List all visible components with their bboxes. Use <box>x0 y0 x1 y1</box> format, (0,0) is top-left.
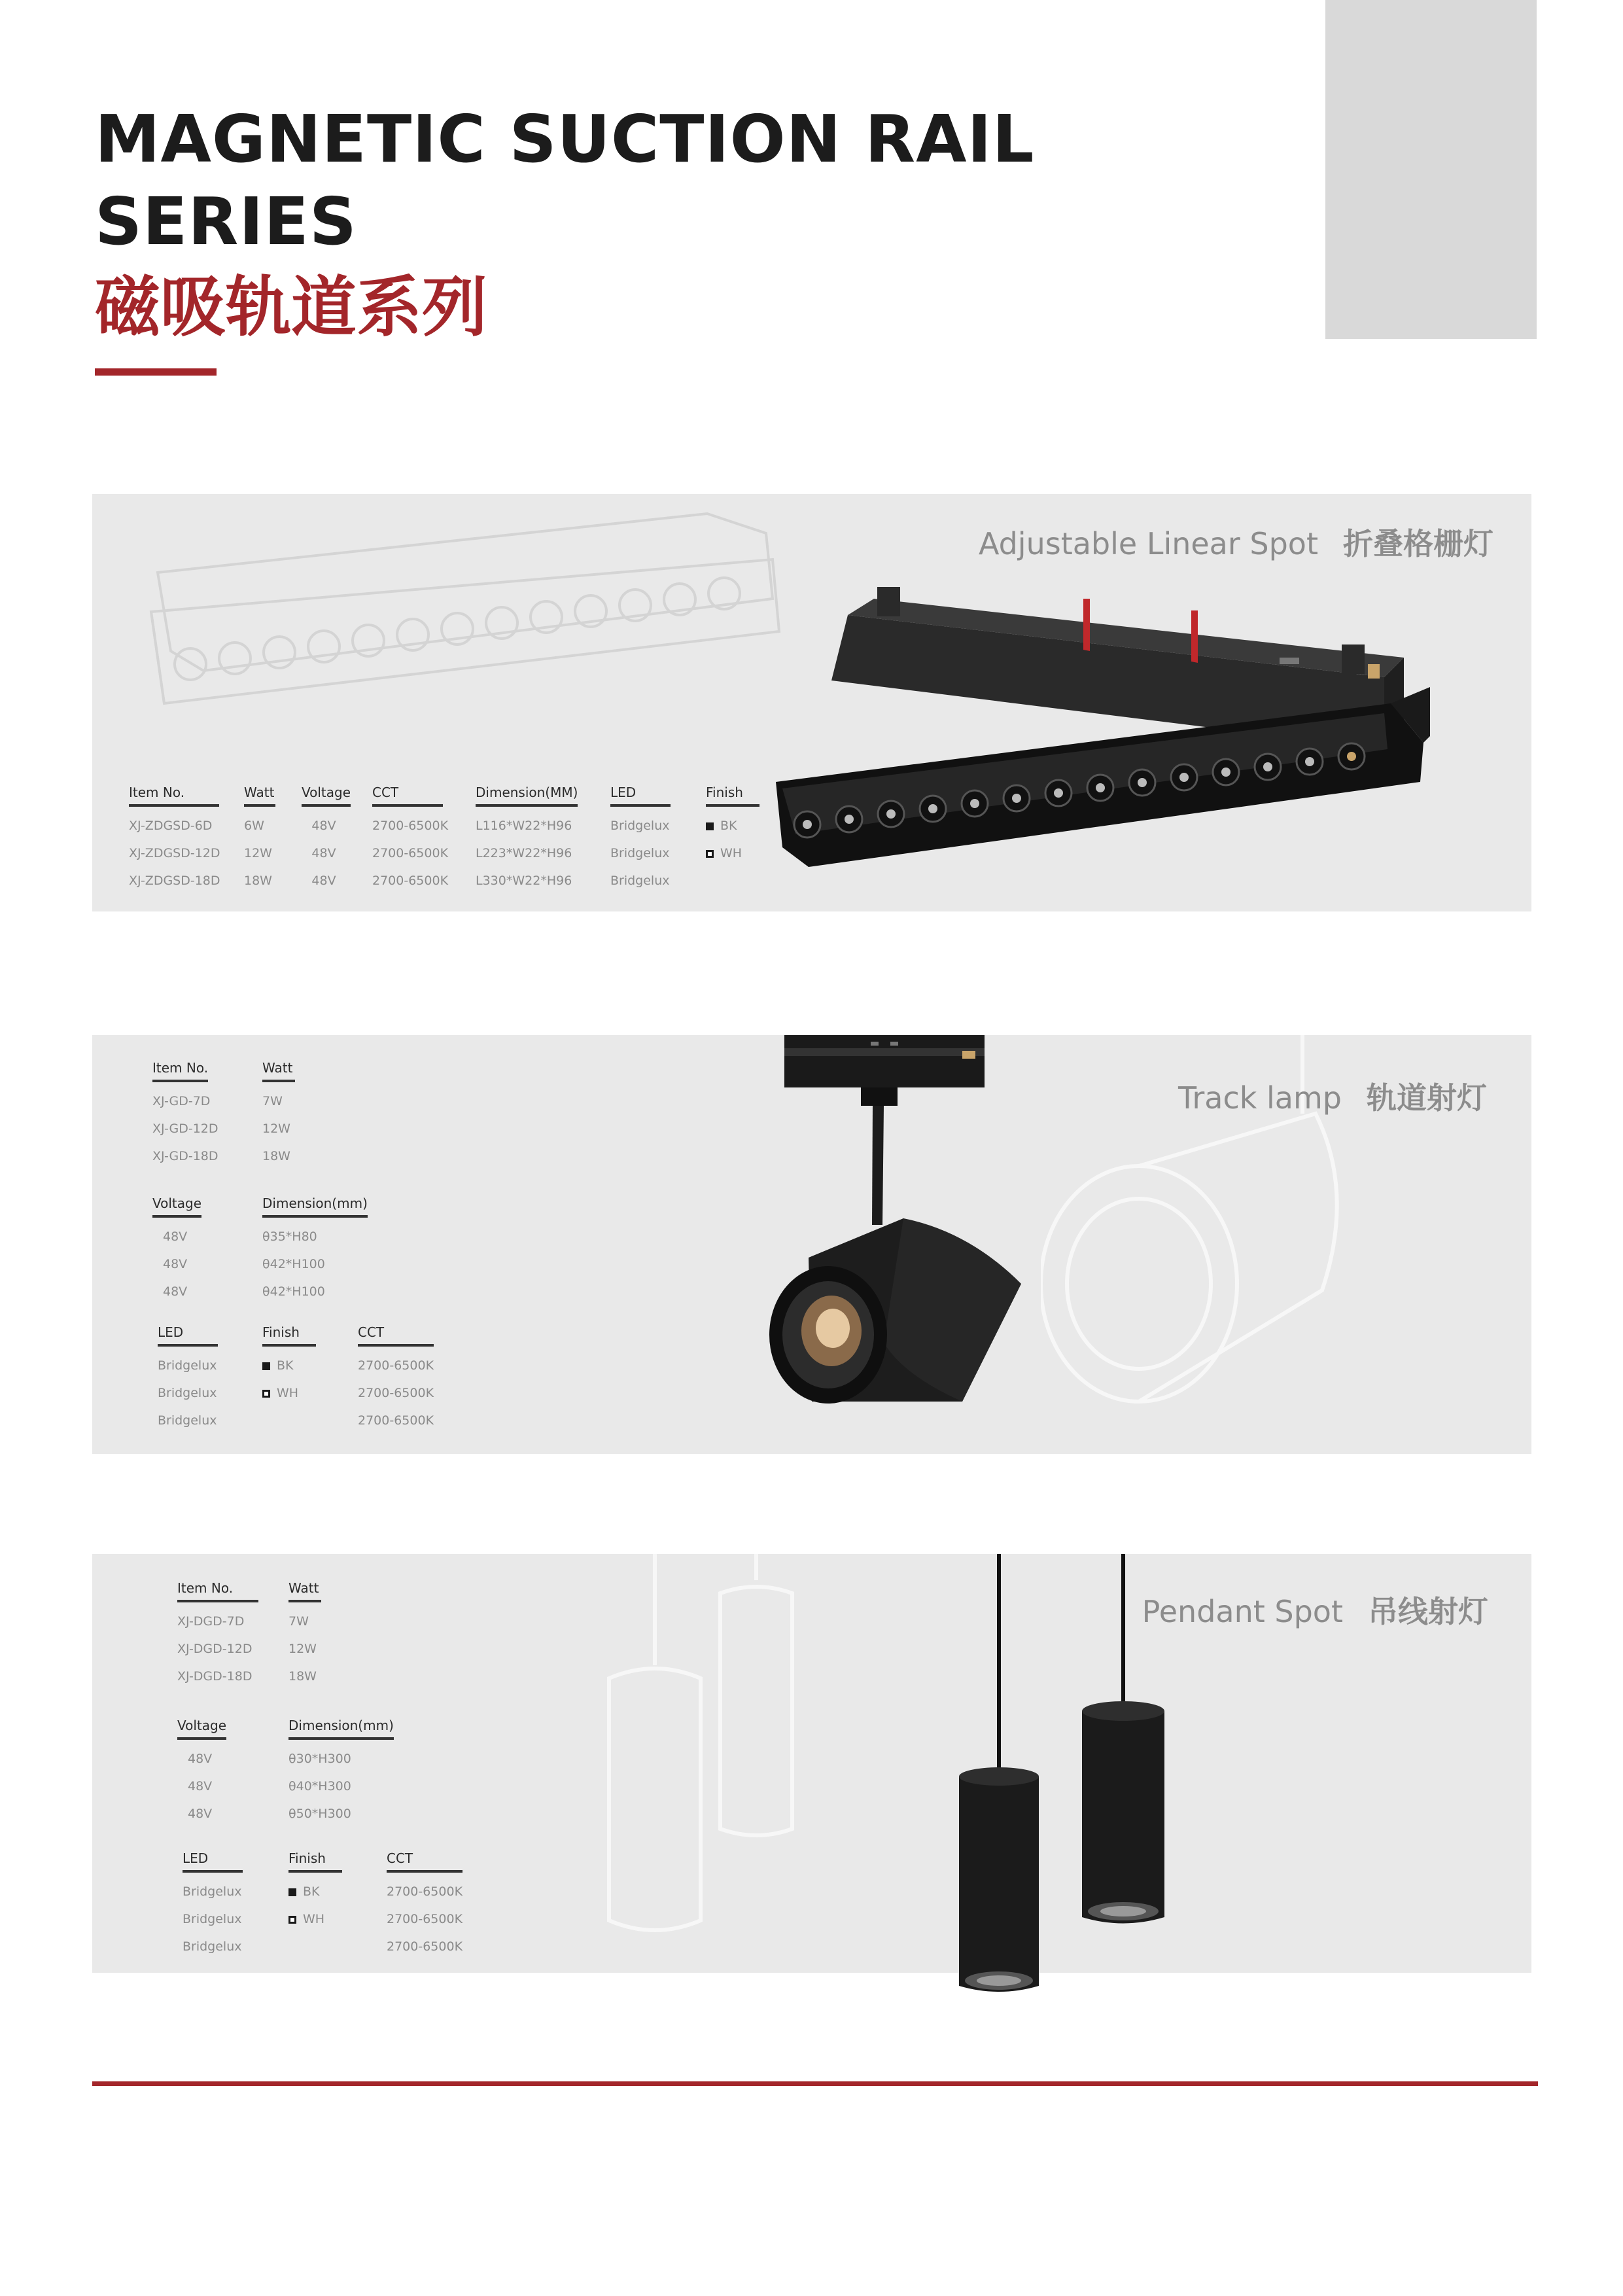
spec-col-led: LED Bridgelux Bridgelux Bridgelux <box>183 1850 243 1960</box>
product-name-en: Pendant Spot <box>1142 1594 1343 1629</box>
spec-col-finish: Finish BK WH <box>288 1850 342 1933</box>
spec-cell: 2700-6500K <box>358 1358 434 1373</box>
spec-cell: 48V <box>188 1807 213 1821</box>
spec-cell: Bridgelux <box>183 1939 242 1954</box>
spec-col-finish: Finish BK WH <box>706 785 759 867</box>
spec-cell: 2700-6500K <box>387 1912 463 1926</box>
spec-cell: 48V <box>188 1752 213 1766</box>
spec-col-voltage: Voltage 48V 48V 48V <box>302 785 346 894</box>
product-name-cn: 轨道射灯 <box>1367 1080 1487 1116</box>
spec-cell: 7W <box>288 1614 309 1629</box>
spec-cell: XJ-ZDGSD-6D <box>129 819 213 833</box>
pendant-ghost-image <box>511 1554 877 1947</box>
spec-cell: Bridgelux <box>610 819 670 833</box>
spec-cell: θ35*H80 <box>262 1229 317 1244</box>
product-name-en: Adjustable Linear Spot <box>978 526 1318 561</box>
spec-col-item-no: Item No. XJ-GD-7D XJ-GD-12D XJ-GD-18D <box>152 1060 206 1170</box>
title-underline <box>95 368 217 376</box>
spec-cell: 2700-6500K <box>358 1413 434 1428</box>
spec-cell: 48V <box>163 1257 188 1271</box>
product-title-linear-spot <box>979 520 1493 563</box>
spec-cell: XJ-ZDGSD-12D <box>129 846 220 860</box>
spec-cell: 6W <box>244 819 264 833</box>
spec-col-item-no: Item No. XJ-ZDGSD-6D XJ-ZDGSD-12D XJ-ZDGSD-18D <box>129 785 219 894</box>
spec-cell: 12W <box>288 1642 317 1656</box>
spec-cell: XJ-DGD-7D <box>177 1614 245 1629</box>
ghost-lens <box>397 619 428 650</box>
page-title-cn: 磁吸轨道系列 <box>95 269 487 345</box>
product-name-cn: 吊线射灯 <box>1368 1594 1488 1629</box>
spec-col-dimension: Dimension(MM) L116*W22*H96 L223*W22*H96 L330*W22*H96 <box>476 785 576 894</box>
spec-cell: θ50*H300 <box>288 1807 351 1821</box>
title-line-1: MAGNETIC SUCTION RAIL <box>95 101 1035 177</box>
white-swatch-icon <box>706 850 714 858</box>
ghost-lens <box>308 631 340 662</box>
spec-cell: Bridgelux <box>158 1386 217 1400</box>
spec-cell: θ42*H100 <box>262 1284 325 1299</box>
spec-cell: 18W <box>244 874 272 888</box>
finish-bk: BK <box>706 812 759 839</box>
spec-col-finish: Finish BK WH <box>262 1324 316 1407</box>
spec-cell: XJ-GD-18D <box>152 1149 218 1163</box>
spec-col-cct: CCT 2700-6500K 2700-6500K 2700-6500K <box>372 785 443 894</box>
spec-cell: 2700-6500K <box>372 846 449 860</box>
spec-cell: θ40*H300 <box>288 1779 351 1793</box>
spec-cell: 12W <box>244 846 272 860</box>
spec-cell: Bridgelux <box>158 1413 217 1428</box>
finish-bk: BK <box>262 1352 316 1379</box>
page-title <box>95 98 1034 263</box>
spec-col-led: LED Bridgelux Bridgelux Bridgelux <box>158 1324 218 1434</box>
product-panel-pendant-spot <box>92 1554 1531 1973</box>
spec-col-cct: CCT 2700-6500K 2700-6500K 2700-6500K <box>387 1850 462 1960</box>
spec-col-watt: Watt 7W 12W 18W <box>262 1060 295 1170</box>
spec-cell: 2700-6500K <box>372 819 449 833</box>
spec-col-item-no: Item No. XJ-DGD-7D XJ-DGD-12D XJ-DGD-18D <box>177 1580 258 1690</box>
spec-cell: 48V <box>163 1229 188 1244</box>
spec-cell: L223*W22*H96 <box>476 846 572 860</box>
spec-cell: Bridgelux <box>610 846 670 860</box>
spec-cell: 2700-6500K <box>372 874 449 888</box>
ghost-lens <box>353 625 384 656</box>
spec-col-voltage: Voltage 48V 48V 48V <box>152 1195 200 1305</box>
product-title-track-lamp <box>1178 1074 1487 1118</box>
spec-cell: 2700-6500K <box>358 1386 434 1400</box>
spec-cell: 18W <box>262 1149 290 1163</box>
spec-cell: XJ-DGD-18D <box>177 1669 253 1684</box>
spec-cell: L330*W22*H96 <box>476 874 572 888</box>
linear-spot-product-image <box>776 573 1509 911</box>
black-swatch-icon <box>706 822 714 830</box>
spec-cell: 48V <box>188 1779 213 1793</box>
track-lamp-product-image <box>688 1035 1054 1428</box>
spec-cell: Bridgelux <box>183 1912 242 1926</box>
spec-col-led: LED Bridgelux Bridgelux Bridgelux <box>610 785 671 894</box>
black-swatch-icon <box>262 1362 270 1370</box>
product-panel-linear-spot <box>92 494 1531 911</box>
title-line-2: SERIES <box>95 183 357 260</box>
finish-bk: BK <box>288 1878 342 1905</box>
spec-col-dimension: Dimension(mm) θ30*H300 θ40*H300 θ50*H300 <box>288 1718 384 1828</box>
spec-cell: 48V <box>163 1284 188 1299</box>
spec-col-voltage: Voltage 48V 48V 48V <box>177 1718 224 1828</box>
spec-cell: Bridgelux <box>183 1884 242 1899</box>
finish-wh: WH <box>706 839 759 867</box>
spec-col-dimension: Dimension(mm) θ35*H80 θ42*H100 θ42*H100 <box>262 1195 358 1305</box>
spec-cell: 18W <box>288 1669 317 1684</box>
white-swatch-icon <box>262 1390 270 1398</box>
corner-decoration <box>1325 0 1537 339</box>
pendant-spot-product-image <box>858 1554 1198 2012</box>
spec-cell: Bridgelux <box>158 1358 217 1373</box>
spec-cell: L116*W22*H96 <box>476 819 572 833</box>
spec-cell: 48V <box>311 874 336 888</box>
spec-col-cct: CCT 2700-6500K 2700-6500K 2700-6500K <box>358 1324 434 1434</box>
footer-rule <box>92 2081 1538 2086</box>
spec-cell: XJ-ZDGSD-18D <box>129 874 220 888</box>
linear-spot-ghost-image <box>118 494 877 730</box>
spec-cell: θ42*H100 <box>262 1257 325 1271</box>
product-panel-track-lamp <box>92 1035 1531 1454</box>
spec-cell: 48V <box>311 846 336 860</box>
spec-col-watt: Watt 6W 12W 18W <box>244 785 275 894</box>
ghost-lens <box>219 643 251 674</box>
spec-cell: θ30*H300 <box>288 1752 351 1766</box>
black-swatch-icon <box>288 1888 296 1896</box>
ghost-lens <box>264 637 295 668</box>
spec-cell: XJ-DGD-12D <box>177 1642 253 1656</box>
spec-cell: Bridgelux <box>610 874 670 888</box>
product-name-en: Track lamp <box>1178 1080 1342 1116</box>
spec-cell: XJ-GD-12D <box>152 1122 218 1136</box>
spec-cell: 2700-6500K <box>387 1939 463 1954</box>
spec-cell: 2700-6500K <box>387 1884 463 1899</box>
spec-cell: XJ-GD-7D <box>152 1094 211 1108</box>
spec-cell: 7W <box>262 1094 283 1108</box>
spec-cell: 12W <box>262 1122 290 1136</box>
spec-col-watt: Watt 7W 12W 18W <box>288 1580 321 1690</box>
finish-wh: WH <box>262 1379 316 1407</box>
spec-cell: 48V <box>311 819 336 833</box>
white-swatch-icon <box>288 1916 296 1924</box>
product-name-cn: 折叠格栅灯 <box>1343 526 1493 561</box>
finish-wh: WH <box>288 1905 342 1933</box>
